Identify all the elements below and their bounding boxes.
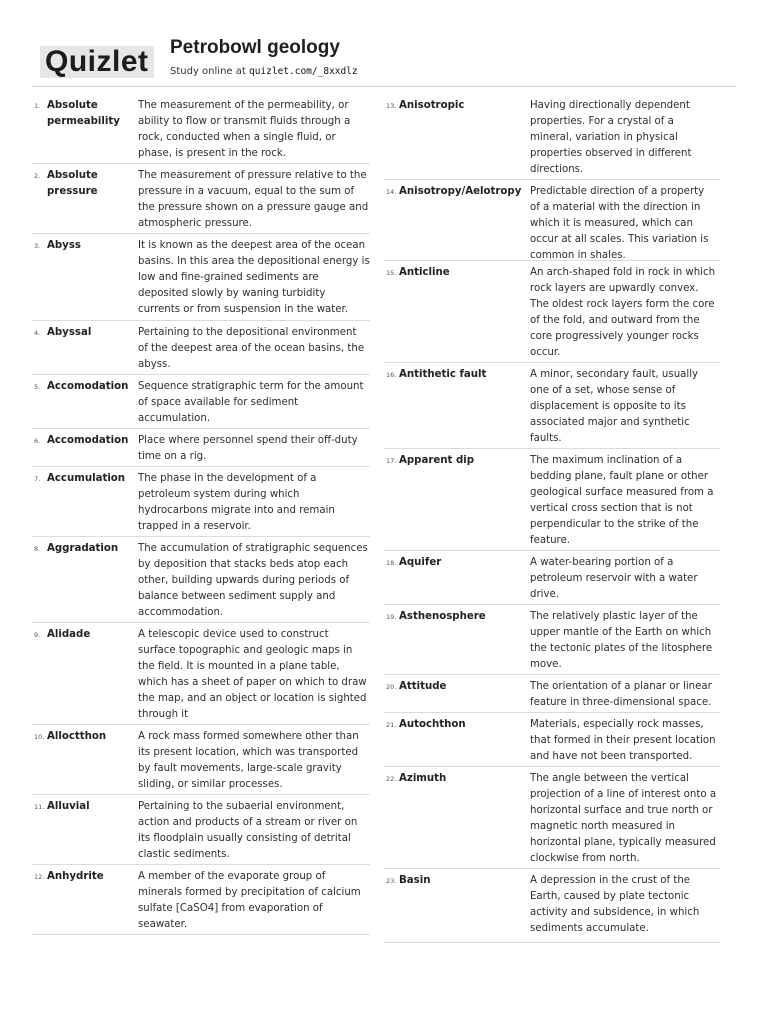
term-row (384, 605, 720, 675)
term-row (32, 234, 370, 321)
definition-line: vertical cross section that is not (530, 503, 693, 514)
term-number: 11. (34, 803, 45, 811)
term-number: 15. (386, 269, 397, 277)
term-definition (138, 325, 370, 373)
definition-line: petroleum reservoir with a water (530, 573, 698, 584)
definition-line: trapped in a reservoir. (138, 521, 251, 532)
definition-line: ability to flow or transmit fluids through a (138, 116, 351, 127)
definition-line: horizontal surface and true north or (530, 805, 713, 816)
definition-line: projection of a line of interest onto a (530, 789, 717, 800)
term-number: 21. (386, 721, 397, 729)
definition-line: The oldest rock layers form the core (530, 299, 715, 310)
definition-line: of the deepest area of the ocean basins, the (138, 343, 365, 354)
definition-line: bedding plane, fault plane or other (530, 471, 709, 482)
term-number: 2. (34, 172, 41, 180)
term-number: 10. (34, 733, 45, 741)
definition-line: the field. It is mounted in a plane table, (138, 661, 340, 672)
definition-line: and have not been transported. (530, 751, 693, 762)
definition-line: currents or from suspension in the water. (138, 304, 349, 315)
term-row (32, 321, 370, 375)
term-number: 13. (386, 102, 397, 110)
definition-line: by fault movements, large-scale gravity (138, 763, 342, 774)
definition-line: clockwise from north. (530, 853, 640, 864)
definition-line: the tectonic plates of the litosphere (530, 643, 713, 654)
definition-line: minerals formed by precipitation of calcium (138, 887, 361, 898)
term-row (32, 375, 370, 429)
term-number: 3. (34, 242, 41, 250)
term-number: 6. (34, 437, 41, 445)
definition-line: Materials, especially rock masses, (530, 719, 704, 730)
definition-line: drive. (530, 589, 560, 600)
definition-line: hydrocarbons migrate into and remain (138, 505, 335, 516)
definition-line: A water-bearing portion of a (530, 557, 674, 568)
term-number: 22. (386, 775, 397, 783)
definition-line: one of a set, whose sense of (530, 385, 676, 396)
quizlet-logo: Quizlet (40, 46, 154, 78)
term-number: 18. (386, 559, 397, 567)
term-number: 7. (34, 475, 41, 483)
definition-line: that formed in their present location (530, 735, 716, 746)
term-number: 16. (386, 371, 397, 379)
definition-line: surface topographic and geologic maps in (138, 645, 353, 656)
definition-line: abyss. (138, 359, 171, 370)
term-definition (530, 184, 720, 264)
term-word: Anisotropic (399, 100, 465, 111)
term-row (32, 537, 370, 623)
definition-line: accommodation. (138, 607, 224, 618)
term-word: Abyssal (47, 327, 92, 338)
page-title: Petrobowl geology (170, 37, 340, 58)
definition-line: balance between sediment supply and (138, 591, 336, 602)
definition-line: by deposition that stacks beds atop each (138, 559, 349, 570)
definition-line: magnetic north measured in (530, 821, 676, 832)
definition-line: of the fold, and outward from the (530, 315, 700, 326)
term-number: 20. (386, 683, 397, 691)
definition-line: The phase in the development of a (138, 473, 317, 484)
definition-line: faults. (530, 433, 562, 444)
term-word: Attitude (399, 681, 447, 692)
term-definition (530, 771, 720, 867)
definition-line: clastic sediments. (138, 849, 230, 860)
term-word: Alluvial (47, 801, 90, 812)
term-row (384, 261, 720, 363)
definition-line: Having directionally dependent (530, 100, 690, 111)
definition-line: properties observed in different (530, 148, 692, 159)
definition-line: which has a sheet of paper on which to draw (138, 677, 367, 688)
definition-line: core progressively younger rocks (530, 331, 699, 342)
definition-line: The orientation of a planar or linear (530, 681, 712, 692)
study-url-link[interactable]: quizlet.com/_8xxdlz (248, 66, 358, 77)
definition-line: Pertaining to the depositional environment (138, 327, 357, 338)
term-number: 17. (386, 457, 397, 465)
definition-line: atmospheric pressure. (138, 218, 252, 229)
term-definition (138, 98, 370, 162)
term-definition (138, 379, 370, 427)
definition-line: its present location, which was transported (138, 747, 359, 758)
term-word: Autochthon (399, 719, 466, 730)
definition-line: A rock mass formed somewhere other than (138, 731, 359, 742)
definition-line: associated major and synthetic (530, 417, 690, 428)
term-definition (530, 717, 720, 765)
term-row (384, 551, 720, 605)
term-word: Accomodation (47, 381, 129, 392)
definition-line: The angle between the vertical (530, 773, 689, 784)
term-word: Absolute pressure (47, 170, 98, 197)
term-row (384, 869, 720, 943)
definition-line: An arch-shaped fold in rock in which (530, 267, 716, 278)
definition-line: common in shales. (530, 250, 626, 261)
definition-line: sediments accumulate. (530, 923, 649, 934)
definition-line: directions. (530, 164, 584, 175)
definition-line: basins. In this area the depositional energy is (138, 256, 370, 267)
term-word: Alidade (47, 629, 91, 640)
term-number: 5. (34, 383, 41, 391)
term-definition (138, 433, 370, 465)
term-row (384, 675, 720, 713)
definition-line: A telescopic device used to construct (138, 629, 329, 640)
definition-line: geological surface measured from a (530, 487, 714, 498)
term-row (32, 795, 370, 865)
definition-line: accumulation. (138, 413, 211, 424)
definition-line: upper mantle of the Earth on which (530, 627, 712, 638)
definition-line: The maximum inclination of a (530, 455, 683, 466)
term-word: Accumulation (47, 473, 126, 484)
definition-line: sulfate [CaSO4] from evaporation of (138, 903, 323, 914)
definition-line: move. (530, 659, 562, 670)
term-word: Anisotropy/Aelotropy (399, 186, 522, 197)
term-row (32, 429, 370, 467)
definition-line: time on a rig. (138, 451, 207, 462)
term-word: Apparent dip (399, 455, 475, 466)
term-word: Azimuth (399, 773, 447, 784)
definition-line: Pertaining to the subaerial environment, (138, 801, 345, 812)
definition-line: action and products of a stream or river on (138, 817, 358, 828)
term-definition (138, 168, 370, 232)
term-word: Anticline (399, 267, 450, 278)
term-word: Absolute permeability (47, 100, 120, 127)
term-definition (530, 555, 720, 603)
definition-line: Place where personnel spend their off-duty (138, 435, 358, 446)
definition-line: A minor, secondary fault, usually (530, 369, 699, 380)
term-number: 4. (34, 329, 41, 337)
term-definition (530, 98, 720, 178)
term-definition (138, 729, 370, 793)
term-definition (138, 238, 370, 318)
definition-line: Predictable direction of a property (530, 186, 705, 197)
study-online-line (170, 66, 358, 77)
term-row (32, 164, 370, 234)
definition-line: feature in three-dimensional space. (530, 697, 712, 708)
definition-line: horizontal plane, typically measured (530, 837, 716, 848)
definition-line: rock layers are upwardly convex. (530, 283, 699, 294)
term-row (384, 180, 720, 261)
term-definition (138, 869, 370, 933)
definition-line: perpendicular to the strike of the (530, 519, 699, 530)
term-number: 12. (34, 873, 45, 881)
term-row (32, 94, 370, 164)
term-number: 14. (386, 188, 397, 196)
definition-line: its floodplain usually consisting of detrital (138, 833, 351, 844)
definition-line: deposited slowly by waning turbidity (138, 288, 326, 299)
study-prefix: Study online at (170, 66, 249, 77)
term-row (384, 363, 720, 449)
definition-line: low and fine-grained sediments are (138, 272, 319, 283)
term-number: 19. (386, 613, 397, 621)
definition-line: properties. For a crystal of a (530, 116, 674, 127)
term-word: Accomodation (47, 435, 129, 446)
term-row (384, 767, 720, 869)
definition-line: Sequence stratigraphic term for the amount (138, 381, 364, 392)
term-word: Asthenosphere (399, 611, 486, 622)
term-number: 23. (386, 877, 397, 885)
definition-line: phase, is present in the rock. (138, 148, 286, 159)
term-row (32, 865, 370, 935)
term-word: Basin (399, 875, 431, 886)
definition-line: through it (138, 709, 189, 720)
term-word: Anhydrite (47, 871, 104, 882)
header-divider (32, 86, 736, 87)
definition-line: The measurement of the permeability, or (138, 100, 349, 111)
definition-line: the pressure shown on a pressure gauge and (138, 202, 369, 213)
definition-line: of space available for sediment (138, 397, 299, 408)
term-definition (530, 265, 720, 361)
term-row (32, 725, 370, 795)
definition-line: activity and subsidence, in which (530, 907, 700, 918)
term-row (384, 449, 720, 551)
term-definition (530, 367, 720, 447)
definition-line: seawater. (138, 919, 188, 930)
definition-line: A depression in the crust of the (530, 875, 691, 886)
definition-line: The relatively plastic layer of the (530, 611, 698, 622)
term-row (32, 623, 370, 725)
definition-line: The measurement of pressure relative to the (138, 170, 367, 181)
definition-line: It is known as the deepest area of the ocean (138, 240, 366, 251)
definition-line: which it is measured, which can (530, 218, 693, 229)
definition-line: sliding, or similar processes. (138, 779, 283, 790)
term-word: Alloctthon (47, 731, 107, 742)
term-word: Aggradation (47, 543, 119, 554)
definition-line: The accumulation of stratigraphic sequences (138, 543, 368, 554)
definition-line: occur. (530, 347, 561, 358)
definition-line: petroleum system during which (138, 489, 300, 500)
term-number: 8. (34, 545, 41, 553)
definition-line: displacement is opposite to its (530, 401, 686, 412)
definition-line: other, building upwards during periods of (138, 575, 350, 586)
definition-line: Earth, caused by plate tectonic (530, 891, 690, 902)
definition-line: feature. (530, 535, 571, 546)
definition-line: A member of the evaporate group of (138, 871, 326, 882)
term-number: 9. (34, 631, 41, 639)
term-row (384, 94, 720, 180)
term-word: Antithetic fault (399, 369, 487, 380)
page-header (0, 0, 768, 90)
term-word: Aquifer (399, 557, 442, 568)
term-definition (138, 541, 370, 621)
term-word: Abyss (47, 240, 81, 251)
definition-line: occur at all scales. This variation is (530, 234, 709, 245)
definition-line: of a material with the direction in (530, 202, 701, 213)
term-definition (138, 799, 370, 863)
term-number: 1. (34, 102, 41, 110)
definition-line: the map, and an object or location is sighted (138, 693, 367, 704)
definition-line: pressure in a vacuum, equal to the sum of (138, 186, 355, 197)
term-definition (138, 627, 370, 723)
term-row (32, 467, 370, 537)
definition-line: mineral, variation in physical (530, 132, 678, 143)
term-definition (530, 453, 720, 549)
definition-line: rock, conducted when a single fluid, or (138, 132, 336, 143)
term-definition (530, 609, 720, 673)
term-definition (138, 471, 370, 535)
term-definition (530, 679, 720, 711)
term-row (384, 713, 720, 767)
term-definition (530, 873, 720, 937)
